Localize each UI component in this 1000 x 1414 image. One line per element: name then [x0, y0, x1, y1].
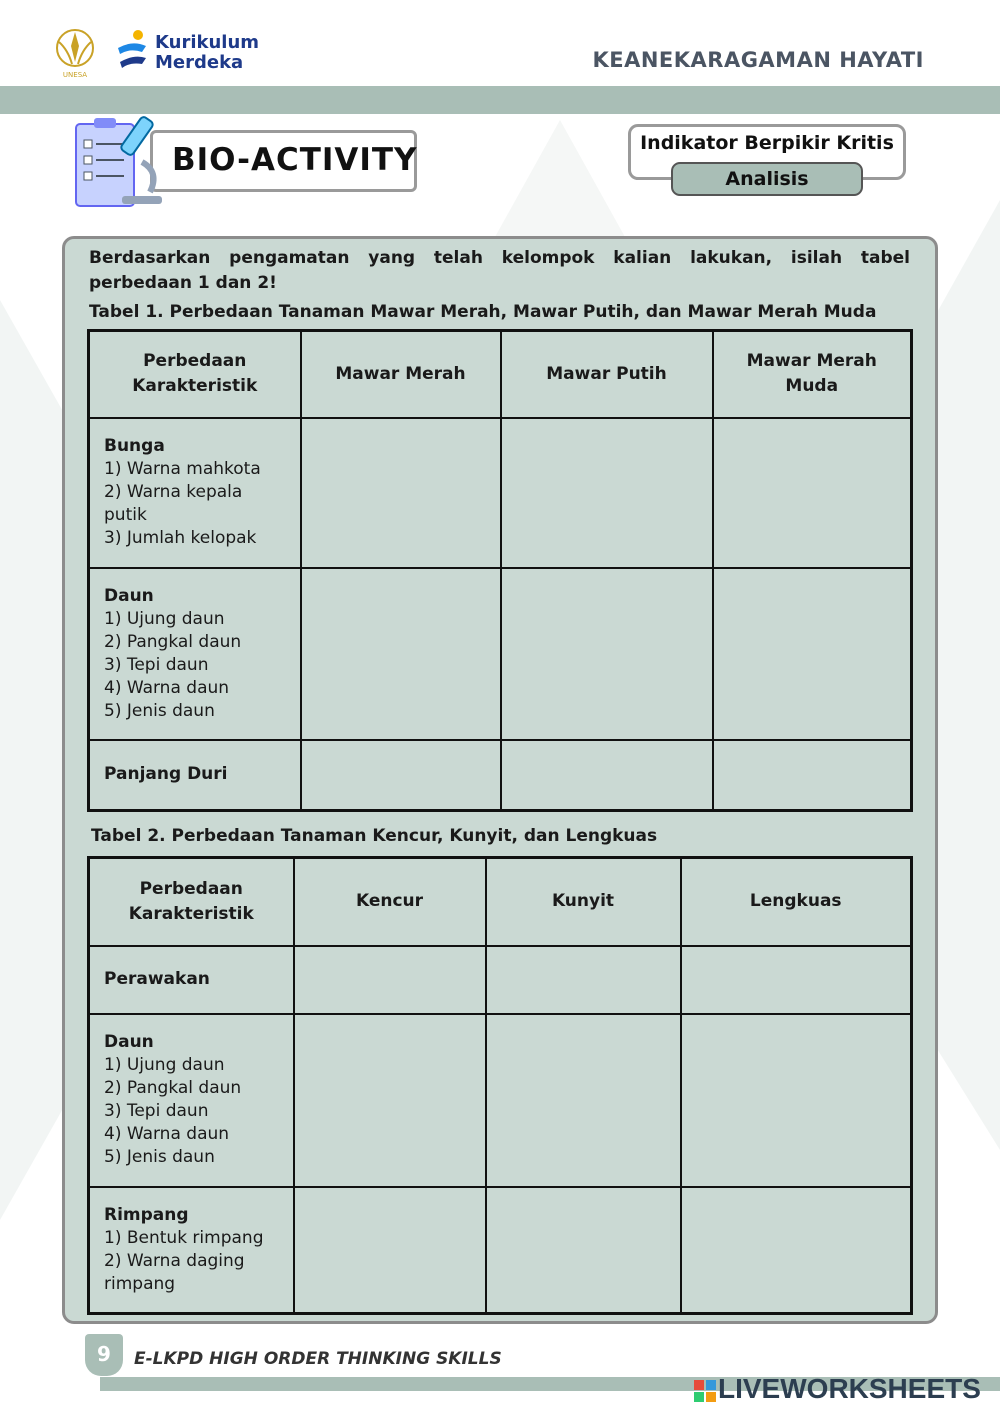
bio-activity-title: BIO-ACTIVITY	[172, 142, 418, 178]
answer-cell[interactable]	[681, 1187, 912, 1314]
answer-cell[interactable]	[713, 418, 912, 568]
table2-caption: Tabel 2. Perbedaan Tanaman Kencur, Kunyit, dan Lengkuas	[91, 826, 658, 846]
row-item: 1) Ujung daun	[104, 1055, 225, 1075]
answer-cell[interactable]	[301, 568, 501, 740]
table2-rowhead-daun	[89, 1014, 294, 1187]
row-title: Perawakan	[104, 969, 210, 989]
answer-cell[interactable]	[486, 1187, 681, 1314]
row-item: 2) Warna daging rimpang	[104, 1250, 245, 1294]
row-item: 2) Pangkal daun	[104, 631, 242, 652]
table1-header-mawar-merah: Mawar Merah	[301, 331, 501, 418]
row-item: 3) Tepi daun	[104, 654, 209, 675]
row-item: 4) Warna daun	[104, 1124, 230, 1144]
kurikulum-merdeka-logo-icon	[112, 28, 152, 78]
row-item: 2) Warna kepala putik	[104, 482, 243, 525]
unesa-logo	[48, 26, 102, 80]
answer-cell[interactable]	[501, 568, 713, 740]
row-item: 1) Ujung daun	[104, 608, 225, 629]
table1-rowhead-panjang-duri	[89, 740, 301, 811]
row-item: 5) Jenis daun	[104, 1147, 215, 1167]
answer-cell[interactable]	[501, 418, 713, 568]
liveworksheets-logo-icon	[694, 1380, 716, 1402]
row-title: Rimpang	[104, 1204, 189, 1225]
table2-rowhead-rimpang	[89, 1187, 294, 1314]
answer-cell[interactable]	[713, 568, 912, 740]
answer-cell[interactable]	[486, 946, 681, 1014]
row-item: 4) Warna daun	[104, 677, 230, 698]
microscope-clipboard-icon	[72, 112, 168, 212]
table-row	[89, 1014, 912, 1187]
kurikulum-line2: Merdeka	[155, 52, 244, 73]
row-title: Panjang Duri	[104, 764, 228, 785]
answer-cell[interactable]	[713, 740, 912, 811]
table2-header-lengkuas: Lengkuas	[681, 858, 912, 946]
row-item: 3) Jumlah kelopak	[104, 528, 257, 548]
table1-header-karakteristik: Perbedaan Karakteristik	[89, 331, 301, 418]
table2-header-karakteristik: Perbedaan Karakteristik	[89, 858, 294, 946]
unesa-label: UNESA	[62, 71, 88, 79]
indicator-title: Indikator Berpikir Kritis	[640, 132, 894, 154]
row-item: 3) Tepi daun	[104, 1101, 209, 1121]
table1-header-mawar-merah-muda: Mawar Merah Muda	[713, 331, 912, 418]
kurikulum-merdeka-text	[155, 33, 259, 73]
table2-header-kencur: Kencur	[294, 858, 486, 946]
answer-cell[interactable]	[294, 1014, 486, 1187]
indicator-value-badge: Analisis	[671, 162, 863, 196]
answer-cell[interactable]	[294, 946, 486, 1014]
row-item: 5) Jenis daun	[104, 700, 215, 721]
row-item: 1) Warna mahkota	[104, 459, 261, 479]
header-band	[0, 86, 1000, 114]
answer-cell[interactable]	[301, 740, 501, 811]
table2	[87, 856, 913, 1315]
footer-text: E-LKPD HIGH ORDER THINKING SKILLS	[134, 1349, 502, 1369]
kurikulum-line1: Kurikulum	[155, 32, 260, 53]
table1-rowhead-bunga	[89, 418, 301, 568]
table1-rowhead-daun	[89, 568, 301, 740]
answer-cell[interactable]	[681, 1014, 912, 1187]
row-item: 2) Pangkal daun	[104, 1078, 242, 1098]
answer-cell[interactable]	[301, 418, 501, 568]
answer-cell[interactable]	[681, 946, 912, 1014]
answer-cell[interactable]	[486, 1014, 681, 1187]
table-row	[89, 568, 912, 740]
page-number-badge: 9	[85, 1334, 123, 1376]
answer-cell[interactable]	[294, 1187, 486, 1314]
table-row	[89, 1187, 912, 1314]
table2-rowhead-perawakan	[89, 946, 294, 1014]
answer-cell[interactable]	[501, 740, 713, 811]
row-title: Daun	[104, 1032, 154, 1052]
table1-header-mawar-putih: Mawar Putih	[501, 331, 713, 418]
table-row	[89, 418, 912, 568]
table2-header-kunyit: Kunyit	[486, 858, 681, 946]
table1-caption: Tabel 1. Perbedaan Tanaman Mawar Merah, Mawar Putih, dan Mawar Merah Muda	[89, 302, 877, 322]
page-title: KEANEKARAGAMAN HAYATI	[592, 48, 924, 72]
table-row	[89, 740, 912, 811]
row-title: Daun	[104, 585, 154, 606]
liveworksheets-watermark: LIVEWORKSHEETS	[718, 1373, 981, 1404]
table-row	[89, 946, 912, 1014]
instruction-text: Berdasarkan pengamatan yang telah kelompok kalian lakukan, isilah tabel perbedaan 1 dan 2!	[89, 248, 910, 293]
row-item: 1) Bentuk rimpang	[104, 1227, 264, 1248]
row-title: Bunga	[104, 436, 165, 456]
table1	[87, 329, 913, 812]
